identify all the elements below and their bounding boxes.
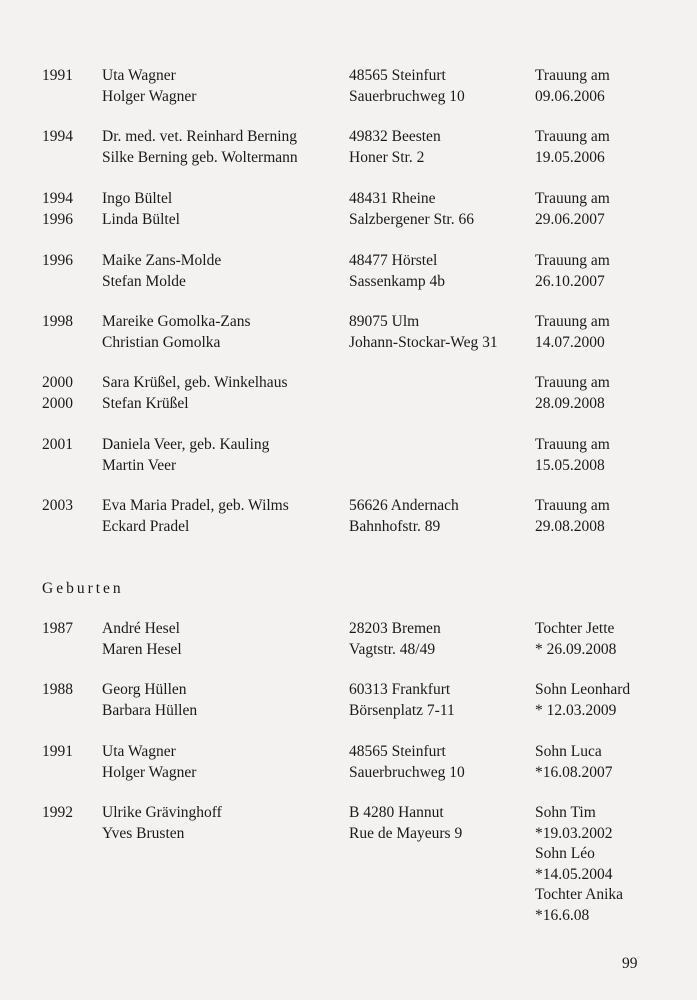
event-line: Tochter Jette	[535, 620, 615, 637]
person-name: Eva Maria Pradel, geb. Wilms	[102, 497, 289, 514]
event-column	[535, 435, 610, 476]
name-column	[102, 619, 182, 660]
year-column	[42, 251, 73, 292]
event-line: Sohn Tim	[535, 804, 596, 821]
event-line: Trauung am	[535, 252, 610, 269]
event-column	[535, 251, 610, 292]
year: 2003	[42, 497, 73, 514]
year	[42, 148, 73, 169]
address-line: 48477 Hörstel	[349, 252, 438, 269]
event-column	[535, 619, 616, 660]
event-line: 29.08.2008	[535, 517, 605, 535]
person-name: Barbara Hüllen	[102, 701, 198, 719]
name-column	[102, 127, 298, 168]
event-column	[535, 127, 610, 168]
address-column	[349, 680, 455, 721]
address-column	[349, 742, 465, 783]
event-column	[535, 312, 610, 353]
event-line: 15.05.2008	[535, 456, 605, 474]
person-name: Georg Hüllen	[102, 681, 187, 698]
person-name: Linda Bültel	[102, 210, 180, 228]
person-name: Dr. med. vet. Reinhard Berning	[102, 128, 297, 145]
address-line: Salzbergener Str. 66	[349, 210, 474, 228]
address-line: Johann-Stockar-Weg 31	[349, 333, 498, 351]
year-column	[42, 127, 73, 168]
event-column	[535, 803, 623, 926]
event-line: Sohn Leonhard	[535, 681, 631, 698]
name-column	[102, 496, 289, 537]
year	[42, 824, 73, 845]
event-line: Sohn Léo	[535, 845, 595, 862]
address-line: Sauerbruchweg 10	[349, 763, 465, 781]
address-line: Bahnhofstr. 89	[349, 517, 441, 535]
event-line: *14.05.2004	[535, 865, 613, 883]
address-line: B 4280 Hannut	[349, 804, 444, 821]
address-column	[349, 251, 445, 292]
year-column	[42, 435, 73, 476]
person-name: Uta Wagner	[102, 67, 176, 84]
event-column	[535, 373, 610, 414]
address-line: Honer Str. 2	[349, 148, 425, 166]
person-name: Yves Brusten	[102, 824, 185, 842]
year: 1991	[42, 67, 73, 84]
event-line: *19.03.2002	[535, 824, 613, 842]
address-column	[349, 66, 465, 107]
event-line: 14.07.2000	[535, 333, 605, 351]
event-line: Trauung am	[535, 497, 610, 514]
year: 1994	[42, 128, 73, 145]
person-name: Martin Veer	[102, 456, 177, 474]
person-name: Daniela Veer, geb. Kauling	[102, 436, 270, 453]
year: 1992	[42, 804, 73, 821]
event-line: 28.09.2008	[535, 394, 605, 412]
person-name: Ingo Bültel	[102, 190, 173, 207]
year-column	[42, 189, 73, 230]
name-column	[102, 312, 251, 353]
event-line: *16.6.08	[535, 906, 590, 924]
person-name: Holger Wagner	[102, 87, 197, 105]
name-column	[102, 66, 196, 107]
name-column	[102, 373, 287, 414]
address-column	[349, 496, 459, 537]
year	[42, 456, 73, 477]
year: 1987	[42, 620, 73, 637]
event-column	[535, 189, 610, 230]
year-column	[42, 373, 73, 414]
person-name: Maike Zans-Molde	[102, 252, 222, 269]
address-line: 48431 Rheine	[349, 190, 436, 207]
year: 2001	[42, 436, 73, 453]
name-column	[102, 680, 197, 721]
event-line: 09.06.2006	[535, 87, 605, 105]
address-column	[349, 803, 462, 844]
event-column	[535, 66, 610, 107]
event-line: Sohn Luca	[535, 743, 602, 760]
person-name: Stefan Krüßel	[102, 394, 189, 412]
event-line: Trauung am	[535, 436, 610, 453]
year	[42, 272, 73, 293]
event-line: 26.10.2007	[535, 272, 605, 290]
person-name: Holger Wagner	[102, 763, 197, 781]
event-line: 19.05.2006	[535, 148, 605, 166]
address-column	[349, 619, 441, 660]
year-column	[42, 496, 73, 537]
year	[42, 763, 73, 784]
person-name: André Hesel	[102, 620, 180, 637]
year: 1994	[42, 190, 73, 207]
event-line: * 26.09.2008	[535, 640, 617, 658]
year-column	[42, 312, 73, 353]
event-line: Tochter Anika	[535, 886, 624, 903]
year	[42, 701, 73, 722]
person-name: Maren Hesel	[102, 640, 182, 658]
year-column	[42, 680, 73, 721]
event-column	[535, 680, 630, 721]
address-line: 49832 Beesten	[349, 128, 441, 145]
address-column	[349, 312, 498, 353]
address-line: 48565 Steinfurt	[349, 743, 446, 760]
year: 1991	[42, 743, 73, 760]
year: 2000	[42, 394, 73, 412]
name-column	[102, 251, 221, 292]
person-name: Silke Berning geb. Woltermann	[102, 148, 298, 166]
address-line: Sassenkamp 4b	[349, 272, 446, 290]
event-column	[535, 496, 610, 537]
address-line: 89075 Ulm	[349, 313, 420, 330]
year: 2000	[42, 374, 73, 391]
event-line: Trauung am	[535, 374, 610, 391]
address-line: Rue de Mayeurs 9	[349, 824, 463, 842]
address-column	[349, 127, 441, 168]
event-line: Trauung am	[535, 313, 610, 330]
event-line: Trauung am	[535, 67, 610, 84]
person-name: Ulrike Grävinghoff	[102, 804, 222, 821]
year	[42, 333, 73, 354]
year: 1988	[42, 681, 73, 698]
event-column	[535, 742, 613, 783]
address-line: Börsenplatz 7-11	[349, 701, 455, 719]
year-column	[42, 619, 73, 660]
name-column	[102, 435, 269, 476]
event-line: 29.06.2007	[535, 210, 605, 228]
year	[42, 640, 73, 661]
address-line: Vagtstr. 48/49	[349, 640, 436, 658]
person-name: Eckard Pradel	[102, 517, 190, 535]
address-line: 56626 Andernach	[349, 497, 459, 514]
event-line: * 12.03.2009	[535, 701, 617, 719]
name-column	[102, 803, 222, 844]
address-line: 28203 Bremen	[349, 620, 441, 637]
event-line: Trauung am	[535, 190, 610, 207]
address-line: 60313 Frankfurt	[349, 681, 451, 698]
address-column	[349, 189, 474, 230]
address-line: 48565 Steinfurt	[349, 67, 446, 84]
page-number: 99	[622, 955, 638, 972]
year-column	[42, 803, 73, 844]
year-column	[42, 742, 73, 783]
year	[42, 87, 73, 108]
year-column	[42, 66, 73, 107]
address-line: Sauerbruchweg 10	[349, 87, 465, 105]
event-line: Trauung am	[535, 128, 610, 145]
name-column	[102, 742, 196, 783]
births-heading: Geburten	[42, 580, 124, 597]
person-name: Sara Krüßel, geb. Winkelhaus	[102, 374, 288, 391]
event-line: *16.08.2007	[535, 763, 613, 781]
year: 1998	[42, 313, 73, 330]
person-name: Christian Gomolka	[102, 333, 221, 351]
person-name: Uta Wagner	[102, 743, 176, 760]
person-name: Mareike Gomolka-Zans	[102, 313, 251, 330]
year: 1996	[42, 210, 73, 228]
year	[42, 517, 73, 538]
year: 1996	[42, 252, 73, 269]
person-name: Stefan Molde	[102, 272, 186, 290]
name-column	[102, 189, 180, 230]
